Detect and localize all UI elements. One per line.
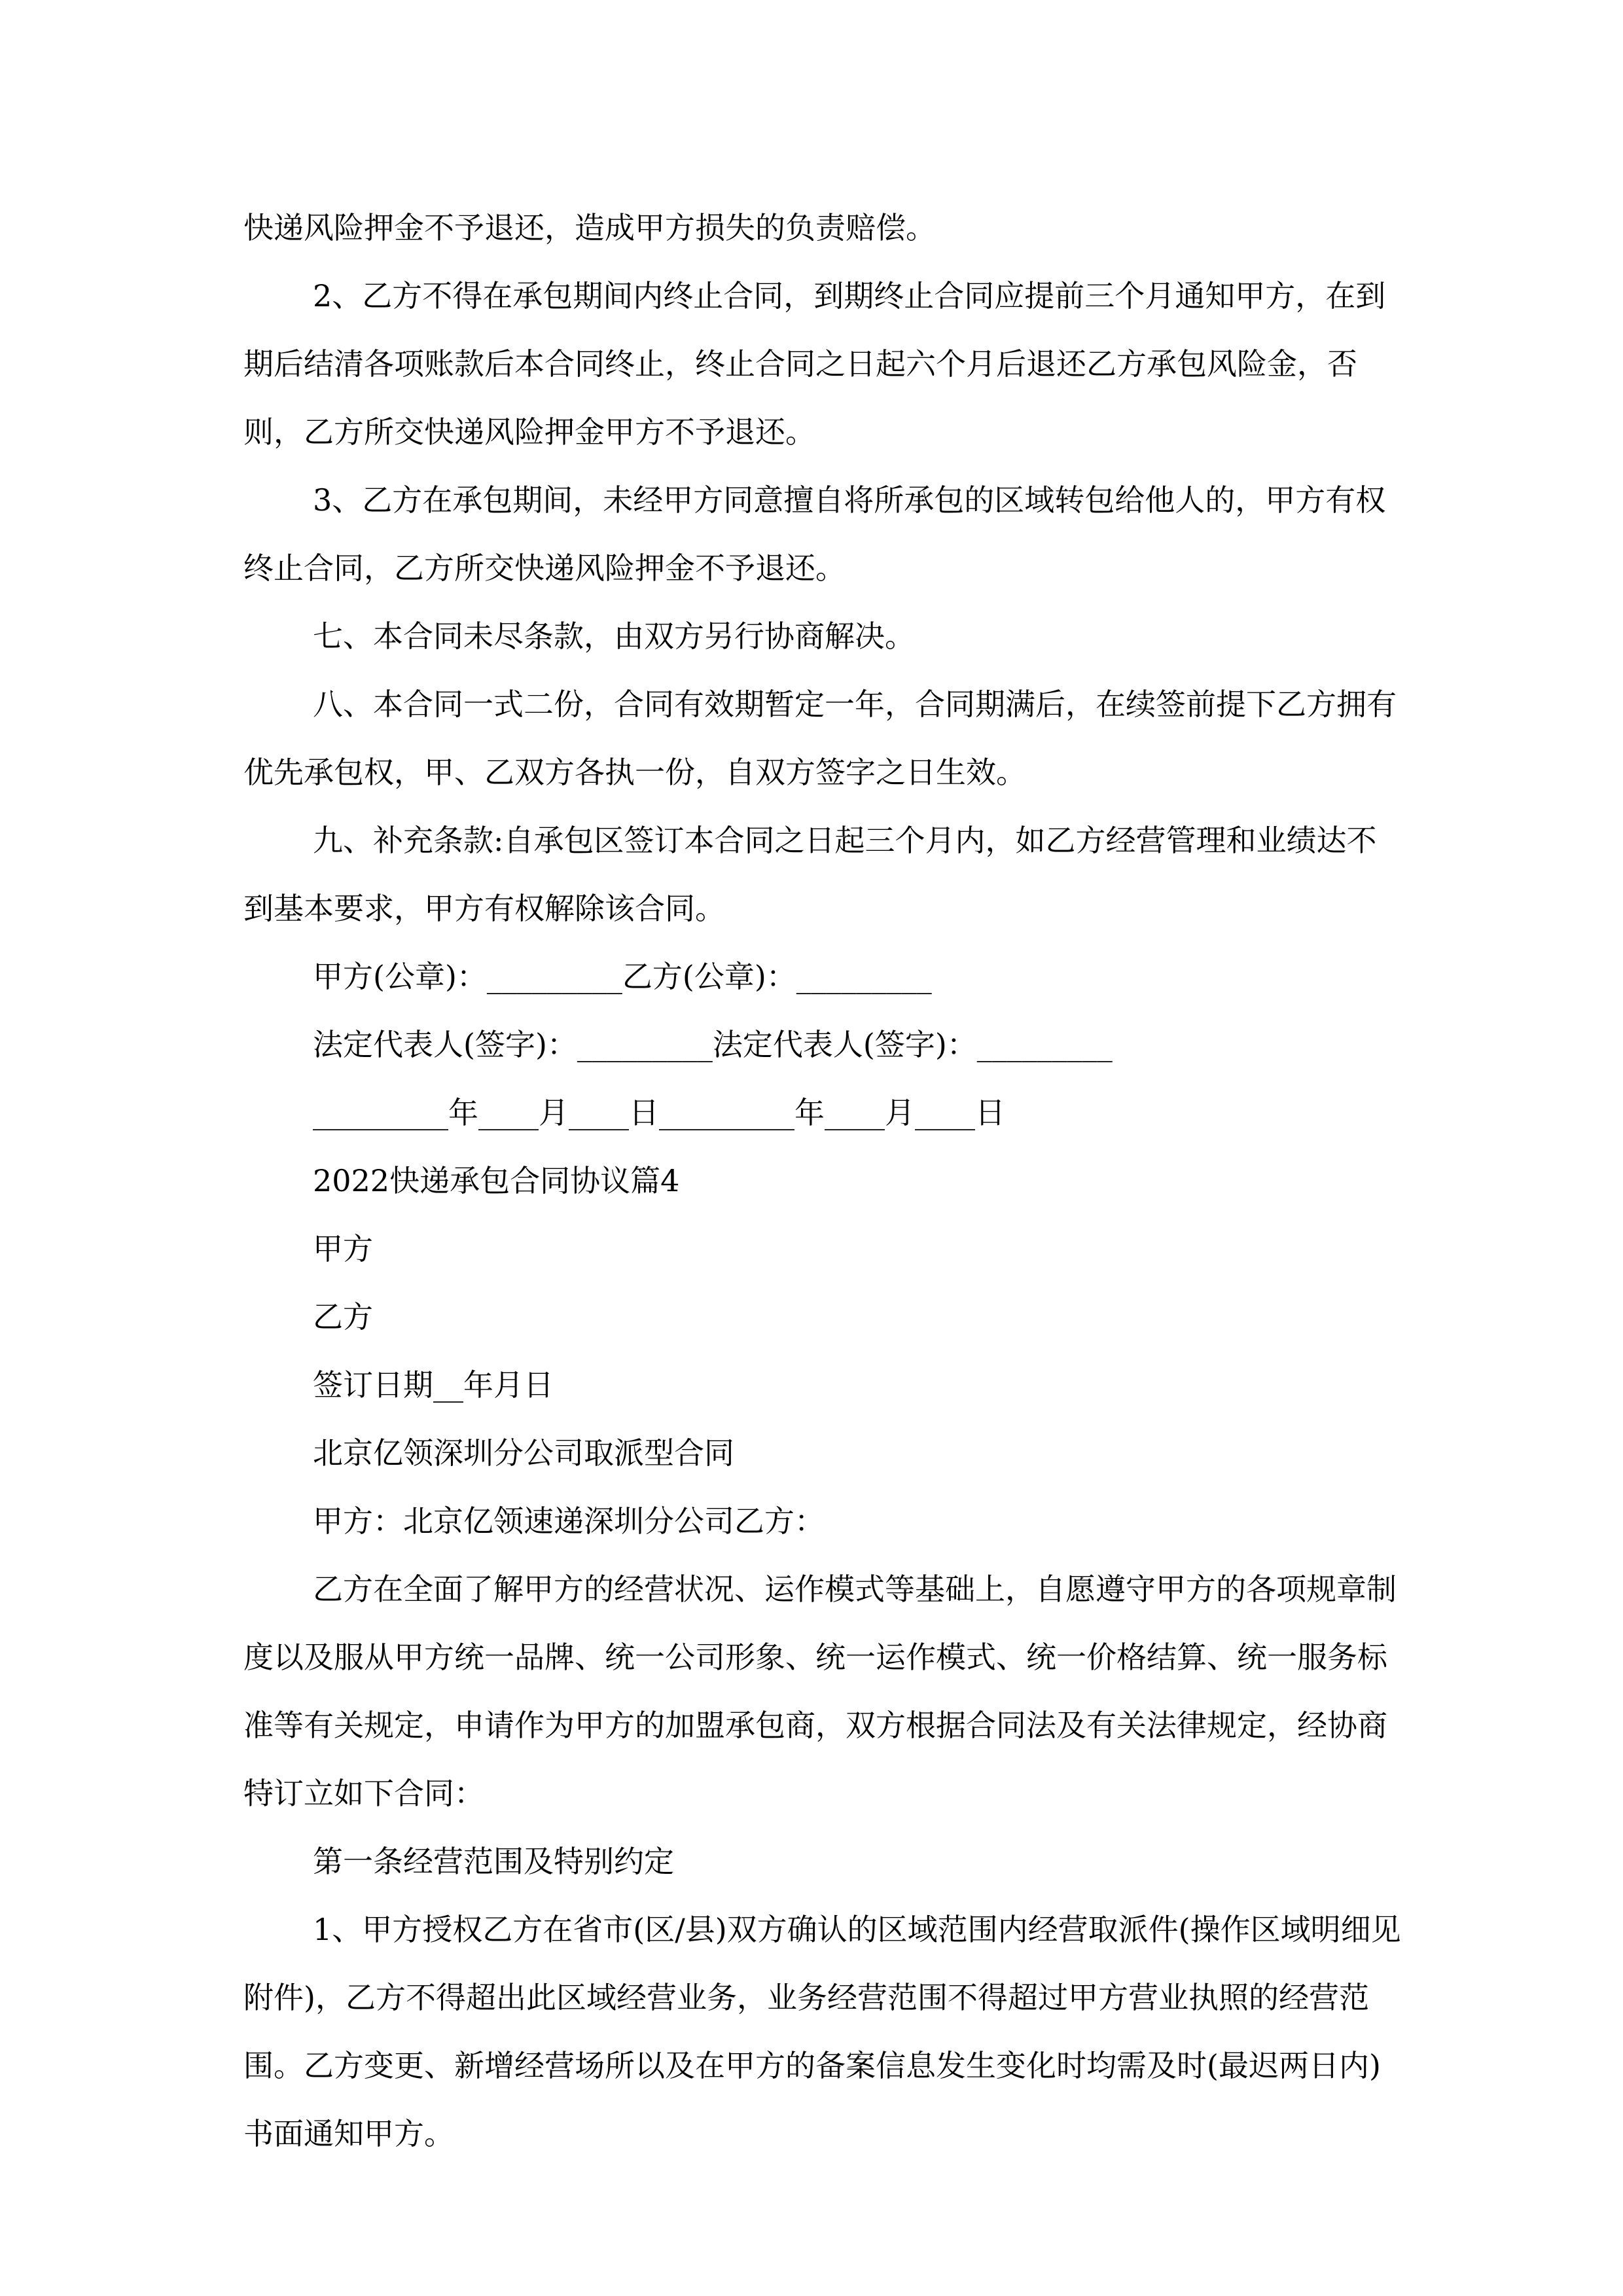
signature-seal-line: 甲方(公章)：_________乙方(公章)：_________ [313, 959, 932, 994]
paragraph-article-9: 九、补充条款:自承包区签订本合同之日起三个月内，如乙方经营管理和业绩达不到基本要求，甲方有权解除该合同。 [243, 823, 1377, 926]
paragraph-clause-2: 2、乙方不得在承包期间内终止合同，到期终止合同应提前三个月通知甲方，在到期后结清各项账款后本合同终止，终止合同之日起六个月后退还乙方承包风险金，否则，乙方所交快递风险押金甲方不予退还。 [243, 278, 1386, 450]
paragraph-deposit-clause-end: 快递风险押金不予退还，造成甲方损失的负责赔偿。 [243, 210, 936, 245]
signature-representative-line: 法定代表人(签字)：_________法定代表人(签字)：_________ [313, 1027, 1113, 1062]
paragraph-article-8: 八、本合同一式二份，合同有效期暂定一年，合同期满后，在续签前提下乙方拥有优先承包权，甲、乙双方各执一份，自双方签字之日生效。 [243, 687, 1397, 790]
paragraph-article-1-clause-1: 1、甲方授权乙方在省市(区/县)双方确认的区域范围内经营取派件(操作区域明细见附件)，乙方不得超出此区域经营业务，业务经营范围不得超过甲方营业执照的经营范围。乙方变更、新增经营场所以及在甲方的备案信息发生变化时均需及时(最迟两日内)书面通知甲方。 [243, 1912, 1401, 2151]
party-a-label: 甲方 [313, 1231, 373, 1266]
paragraph-preamble: 乙方在全面了解甲方的经营状况、运作模式等基础上，自愿遵守甲方的各项规章制度以及服从甲方统一品牌、统一公司形象、统一运作模式、统一价格结算、统一服务标准等有关规定，申请作为甲方的加盟承包商，双方根据合同法及有关法律规定，经协商特订立如下合同： [243, 1571, 1397, 1811]
section-heading: 2022快递承包合同协议篇4 [313, 1163, 680, 1198]
signing-date-label: 签订日期__年月日 [313, 1367, 554, 1403]
paragraph-clause-3: 3、乙方在承包期间，未经甲方同意擅自将所承包的区域转包给他人的，甲方有权终止合同，乙方所交快递风险押金不予退还。 [243, 482, 1386, 586]
contract-title: 北京亿领深圳分公司取派型合同 [313, 1435, 734, 1471]
parties-line: 甲方：北京亿领速递深圳分公司乙方： [313, 1503, 825, 1539]
article-1-heading: 第一条经营范围及特别约定 [313, 1844, 674, 1879]
party-b-label: 乙方 [313, 1299, 373, 1335]
paragraph-article-7: 七、本合同未尽条款，由双方另行协商解决。 [313, 619, 915, 654]
document-body [243, 194, 1406, 2168]
signature-date-line: _________年____月____日_________年____月____日 [313, 1095, 1005, 1130]
